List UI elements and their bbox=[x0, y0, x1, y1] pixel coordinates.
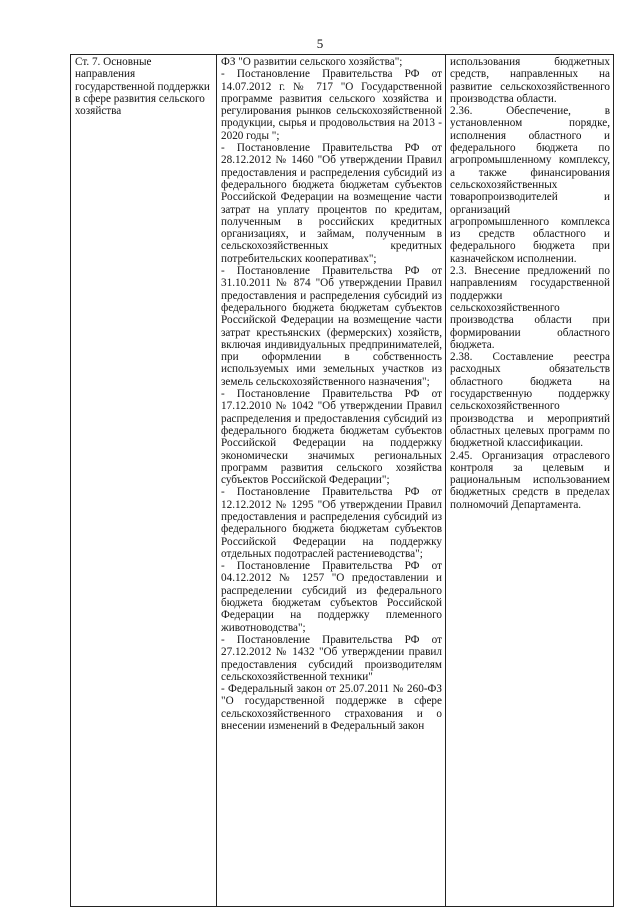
legal-act-item: - Постановление Правительства РФ от 14.07.2012 г. № 717 "О Государственной программе развития сельского хозяйства и регулирования рынков сельскохозяйственной продукции, сырья и продовольствия на 2013 - 2020 годы "; bbox=[221, 68, 442, 142]
document-table bbox=[70, 54, 614, 907]
table-row bbox=[71, 55, 614, 907]
legal-act-item: - Постановление Правительства РФ от 04.12.2012 № 1257 "О предоставлении и распределении субсидий из федерального бюджета бюджетам субъектов Российской Федерации на поддержку племенного животноводства"; bbox=[221, 560, 442, 634]
function-item: использования бюджетных средств, направленных на развитие сельскохозяйственного производства области. bbox=[450, 56, 610, 105]
article-text: Ст. 7. Основные направления государственной поддержки в сфере развития сельского хозяйства bbox=[75, 56, 210, 118]
function-item: 2.45. Организация отраслевого контроля за целевым и рациональным использованием бюджетных средств в пределах полномочий Департамента. bbox=[450, 449, 610, 511]
legal-act-item: ФЗ "О развитии сельского хозяйства"; bbox=[221, 56, 403, 68]
legal-act-item: - Постановление Правительства РФ от 12.12.2012 № 1295 "Об утверждении Правил предоставления и распределения субсидий из федерального бюджета бюджетам субъектов Российской Федерации на поддержку отдельных подотраслей растениеводства"; bbox=[221, 486, 442, 560]
legal-act-item: - Федеральный закон от 25.07.2011 № 260-ФЗ "О государственной поддержке в сфере сельскохозяйственного страхования и о внесении изменений в Федеральный закон bbox=[221, 683, 442, 733]
legal-acts-cell bbox=[217, 55, 446, 907]
page-number: 5 bbox=[316, 36, 324, 51]
article-cell bbox=[71, 55, 217, 907]
functions-cell bbox=[446, 55, 614, 907]
function-item: 2.38. Составление реестра расходных обязательств областного бюджета на государственную поддержку сельскохозяйственного производства и мероприятий областных целевых программ по бюджетной классификации. bbox=[450, 351, 610, 450]
legal-act-item: - Постановление Правительства РФ от 27.12.2012 № 1432 "Об утверждении правил предоставления субсидий производителям сельскохозяйственной техники" bbox=[221, 633, 442, 683]
function-item: 2.3. Внесение предложений по направлениям государственной поддержки сельскохозяйственного производства области при формировании областного бюджета. bbox=[450, 265, 610, 351]
legal-act-item: - Постановление Правительства РФ от 31.10.2011 № 874 "Об утверждении Правил предоставления и распределения субсидий из федерального бюджета бюджетам субъектов Российской Федерации на возмещение части затрат крестьянских (фермерских) хозяйств, включая индивидуальных предпринимателей, при оформлении в собственность используемых ими земельных участков из земель сельскохозяйственного назначения"; bbox=[221, 265, 442, 388]
function-item: 2.36. Обеспечение, в установленном порядке, исполнения областного и федерального бюджета по агропромышленному комплексу, а также финансирования сельскохозяйственных товаропроизводителей и организаций агропромышленного комплекса из средств областного и федерального бюджета при казначейском исполнении. bbox=[450, 105, 610, 265]
legal-act-item: - Постановление Правительства РФ от 28.12.2012 № 1460 "Об утверждении Правил предоставления и распределения субсидий из федерального бюджета бюджетам субъектов Российской Федерации на возмещение части затрат на уплату процентов по кредитам, полученным в российских кредитных организациях, и займам, полученным в сельскохозяйственных кредитных потребительских кооперативах"; bbox=[221, 142, 442, 265]
legal-act-item: - Постановление Правительства РФ от 17.12.2010 № 1042 "Об утверждении Правил распределения и предоставления субсидий из федерального бюджета бюджетам субъектов Российской Федерации на поддержку экономически значимых региональных программ развития сельского хозяйства субъектов Российской Федерации"; bbox=[221, 388, 442, 487]
